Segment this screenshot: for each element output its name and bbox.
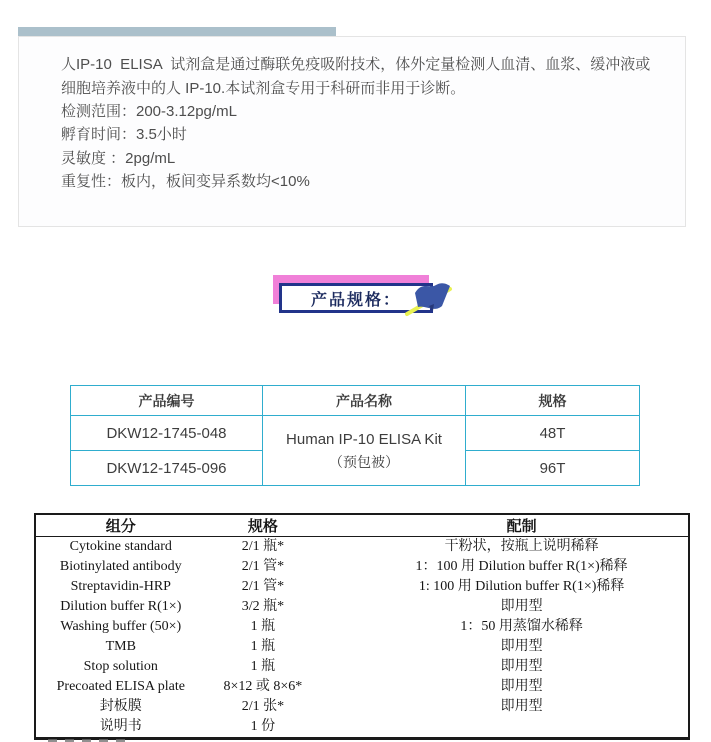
table-row [35,577,689,597]
spec-cell: 1 份 [250,719,276,734]
product-code-cell: DKW12-1745-048 [71,416,263,451]
kit-info-card [18,36,686,227]
component-cell: 封板膜 [99,699,142,714]
preparation-cell: 即用型 [500,659,543,674]
product-row-48t [71,416,640,451]
spec-cell: 2/1 瓶* [241,539,285,554]
table-row [35,597,689,617]
kit-description: 人IP-10 ELISA 试剂盒是通过酶联免疫吸附技术，体外定量检测人血清、血浆、缓冲液或细胞培养液中的人 IP-10.本试剂盒专用于科研而非用于诊断。 [61,56,651,97]
preparation-cell: 1：100 用 Dilution buffer R(1×)稀释 [415,559,628,574]
preparation-cell [320,717,689,739]
table-row [35,637,689,657]
component-cell: Dilution buffer R(1×) [60,599,182,614]
preparation-cell: 1：50 用蒸馏水稀释 [460,619,583,634]
section-banner-title: 产品规格： [310,291,401,309]
product-code-header: 产品编号 [71,386,263,416]
product-size-header: 规格 [466,386,640,416]
component-cell: Biotinylated antibody [59,559,182,574]
preparation-header: 配制 [320,514,689,537]
flag-icon [403,277,457,319]
component-cell: 说明书 [99,719,142,734]
preparation-cell: 即用型 [500,699,543,714]
spec-cell: 1 瓶 [250,639,276,654]
product-name-line1: Human IP-10 ELISA Kit [286,430,442,448]
product-table-header-row [71,386,640,416]
spec-header: 规格 [206,514,321,537]
product-code-cell: DKW12-1745-096 [71,451,263,486]
preparation-cell: 即用型 [500,639,543,654]
table-row [35,677,689,697]
table-row [35,537,689,558]
card-accent-bar [18,27,336,36]
component-cell: Washing buffer (50×) [60,619,182,634]
spec-repeatability: 重复性：板内，板间变异系数均<10% [61,173,310,191]
component-cell: TMB [105,639,136,654]
preparation-cell: 即用型 [500,599,543,614]
preparation-cell: 即用型 [500,679,543,694]
component-cell: Stop solution [83,659,158,674]
preparation-cell: 1: 100 用 Dilution buffer R(1×)稀释 [418,579,625,594]
table-row [35,717,689,739]
spec-sensitivity: 灵敏度 ：2pg/mL [61,149,176,167]
product-size-cell: 96T [466,451,640,486]
table-row [35,697,689,717]
spec-cell: 2/1 管* [241,579,285,594]
table-row [35,557,689,577]
component-cell: Streptavidin-HRP [70,579,171,594]
spec-detection-range: 检测范围：200-3.12pg/mL [61,103,237,120]
product-name-header: 产品名称 [263,386,466,416]
preparation-cell: 干粉状，按瓶上说明稀释 [444,539,599,554]
component-header: 组分 [35,514,206,537]
product-size-cell: 48T [466,416,640,451]
product-name-line2: （预包被） [329,453,399,470]
spec-cell: 8×12 或 8×6* [223,679,303,694]
spec-cell: 2/1 张* [241,699,285,714]
spec-cell: 1 瓶 [250,659,276,674]
spec-incubation-time: 孵育时间：3.5小时 [61,126,187,144]
table-row [35,617,689,637]
product-name-cell [263,416,466,486]
spec-cell: 1 瓶 [250,619,276,634]
product-table [70,385,640,486]
components-header-row [35,514,689,537]
table-row [35,657,689,677]
spec-cell: 2/1 管* [241,559,285,574]
component-cell: Cytokine standard [69,539,172,554]
components-table [34,513,690,740]
spec-cell: 3/2 瓶* [241,599,285,614]
component-cell: Precoated ELISA plate [56,679,185,694]
